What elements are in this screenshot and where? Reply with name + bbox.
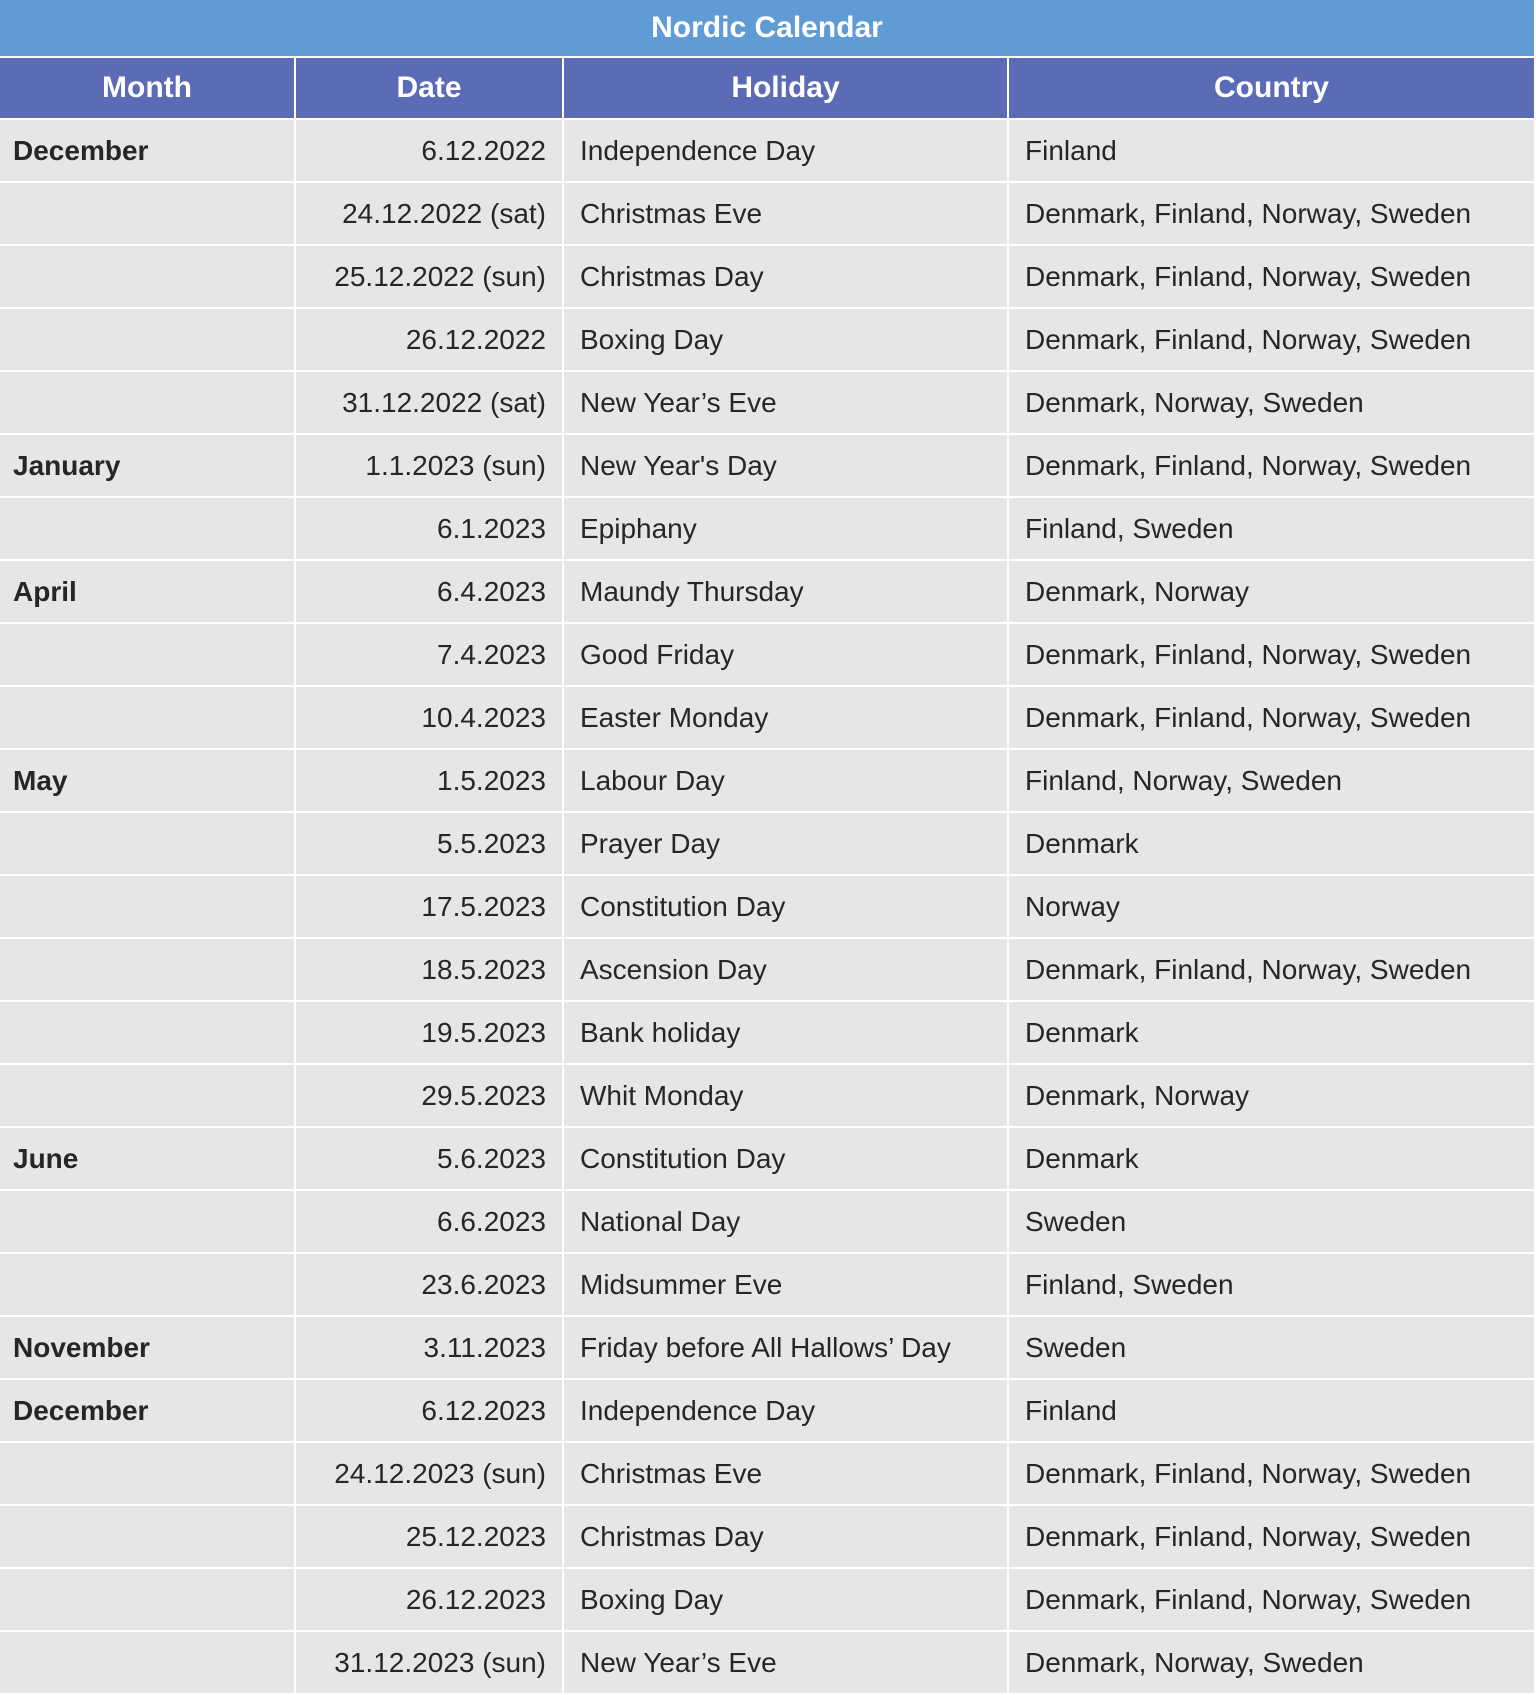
month-cell [0,497,295,560]
month-cell [0,1001,295,1064]
country-cell: Denmark, Finland, Norway, Sweden [1008,686,1534,749]
month-cell: June [0,1127,295,1190]
table-row [0,623,1534,686]
country-cell: Denmark, Finland, Norway, Sweden [1008,308,1534,371]
country-cell: Denmark, Norway [1008,1064,1534,1127]
table-row [0,371,1534,434]
table-row [0,1127,1534,1190]
holiday-cell: Independence Day [563,1379,1008,1442]
column-header-month: Month [0,58,295,119]
country-cell: Denmark, Finland, Norway, Sweden [1008,623,1534,686]
date-cell: 1.1.2023 (sun) [295,434,563,497]
country-cell: Finland, Norway, Sweden [1008,749,1534,812]
month-cell [0,371,295,434]
month-cell [0,875,295,938]
date-cell: 31.12.2023 (sun) [295,1631,563,1694]
date-cell: 5.5.2023 [295,812,563,875]
table-row [0,497,1534,560]
holiday-cell: Boxing Day [563,1568,1008,1631]
table-row [0,749,1534,812]
country-cell: Denmark, Norway, Sweden [1008,1631,1534,1694]
table-row [0,560,1534,623]
table-row [0,938,1534,1001]
date-cell: 6.6.2023 [295,1190,563,1253]
table-row [0,1064,1534,1127]
country-cell: Finland [1008,1379,1534,1442]
country-cell: Denmark, Finland, Norway, Sweden [1008,1505,1534,1568]
holiday-cell: Good Friday [563,623,1008,686]
date-cell: 5.6.2023 [295,1127,563,1190]
holiday-cell: Epiphany [563,497,1008,560]
country-cell: Finland, Sweden [1008,497,1534,560]
month-cell [0,623,295,686]
country-cell: Denmark, Norway [1008,560,1534,623]
country-cell: Finland [1008,119,1534,182]
month-cell [0,182,295,245]
date-cell: 6.4.2023 [295,560,563,623]
date-cell: 23.6.2023 [295,1253,563,1316]
holiday-cell: Constitution Day [563,875,1008,938]
table-row [0,1631,1534,1694]
holiday-cell: Labour Day [563,749,1008,812]
month-cell [0,308,295,371]
holiday-cell: National Day [563,1190,1008,1253]
country-cell: Denmark, Norway, Sweden [1008,371,1534,434]
month-cell [0,1442,295,1505]
table-row [0,1190,1534,1253]
table-row [0,1316,1534,1379]
month-cell: November [0,1316,295,1379]
table-row [0,686,1534,749]
country-cell: Denmark, Finland, Norway, Sweden [1008,182,1534,245]
date-cell: 29.5.2023 [295,1064,563,1127]
country-cell: Denmark [1008,1001,1534,1064]
date-cell: 19.5.2023 [295,1001,563,1064]
country-cell: Norway [1008,875,1534,938]
month-cell [0,1064,295,1127]
holiday-cell: Constitution Day [563,1127,1008,1190]
date-cell: 31.12.2022 (sat) [295,371,563,434]
holiday-table [0,58,1534,1695]
table-row [0,119,1534,182]
table-row [0,308,1534,371]
holiday-cell: Christmas Day [563,245,1008,308]
date-cell: 26.12.2023 [295,1568,563,1631]
table-row [0,1253,1534,1316]
month-cell [0,686,295,749]
table-row [0,1379,1534,1442]
holiday-cell: Bank holiday [563,1001,1008,1064]
table-row [0,1505,1534,1568]
country-cell: Finland, Sweden [1008,1253,1534,1316]
holiday-cell: Christmas Day [563,1505,1008,1568]
date-cell: 6.12.2022 [295,119,563,182]
date-cell: 7.4.2023 [295,623,563,686]
month-cell [0,1505,295,1568]
month-cell: April [0,560,295,623]
country-cell: Denmark [1008,812,1534,875]
month-cell: December [0,1379,295,1442]
date-cell: 24.12.2023 (sun) [295,1442,563,1505]
holiday-cell: New Year’s Eve [563,1631,1008,1694]
date-cell: 25.12.2023 [295,1505,563,1568]
table-row [0,812,1534,875]
country-cell: Denmark [1008,1127,1534,1190]
holiday-cell: Christmas Eve [563,1442,1008,1505]
date-cell: 6.12.2023 [295,1379,563,1442]
holiday-cell: Ascension Day [563,938,1008,1001]
country-cell: Sweden [1008,1190,1534,1253]
holiday-cell: Maundy Thursday [563,560,1008,623]
date-cell: 25.12.2022 (sun) [295,245,563,308]
date-cell: 26.12.2022 [295,308,563,371]
column-header-country: Country [1008,58,1534,119]
table-row [0,434,1534,497]
table-row [0,245,1534,308]
month-cell: May [0,749,295,812]
country-cell: Denmark, Finland, Norway, Sweden [1008,938,1534,1001]
date-cell: 18.5.2023 [295,938,563,1001]
holiday-cell: Friday before All Hallows’ Day [563,1316,1008,1379]
holiday-cell: Christmas Eve [563,182,1008,245]
table-body [0,119,1534,1694]
month-cell [0,1568,295,1631]
month-cell [0,245,295,308]
country-cell: Denmark, Finland, Norway, Sweden [1008,1568,1534,1631]
table-row [0,1568,1534,1631]
date-cell: 24.12.2022 (sat) [295,182,563,245]
holiday-cell: Prayer Day [563,812,1008,875]
table-title: Nordic Calendar [0,0,1534,58]
country-cell: Denmark, Finland, Norway, Sweden [1008,245,1534,308]
column-header-holiday: Holiday [563,58,1008,119]
date-cell: 3.11.2023 [295,1316,563,1379]
table-row [0,1442,1534,1505]
month-cell [0,1631,295,1694]
month-cell: January [0,434,295,497]
table-row [0,875,1534,938]
holiday-cell: New Year’s Eve [563,371,1008,434]
holiday-cell: Easter Monday [563,686,1008,749]
column-header-date: Date [295,58,563,119]
month-cell: December [0,119,295,182]
holiday-cell: Boxing Day [563,308,1008,371]
date-cell: 1.5.2023 [295,749,563,812]
holiday-cell: Whit Monday [563,1064,1008,1127]
month-cell [0,938,295,1001]
holiday-cell: New Year's Day [563,434,1008,497]
country-cell: Denmark, Finland, Norway, Sweden [1008,1442,1534,1505]
country-cell: Denmark, Finland, Norway, Sweden [1008,434,1534,497]
header-row [0,58,1534,119]
holiday-cell: Independence Day [563,119,1008,182]
country-cell: Sweden [1008,1316,1534,1379]
date-cell: 10.4.2023 [295,686,563,749]
month-cell [0,1190,295,1253]
month-cell [0,812,295,875]
date-cell: 17.5.2023 [295,875,563,938]
table-header [0,58,1534,119]
month-cell [0,1253,295,1316]
table-row [0,182,1534,245]
date-cell: 6.1.2023 [295,497,563,560]
holiday-cell: Midsummer Eve [563,1253,1008,1316]
table-row [0,1001,1534,1064]
